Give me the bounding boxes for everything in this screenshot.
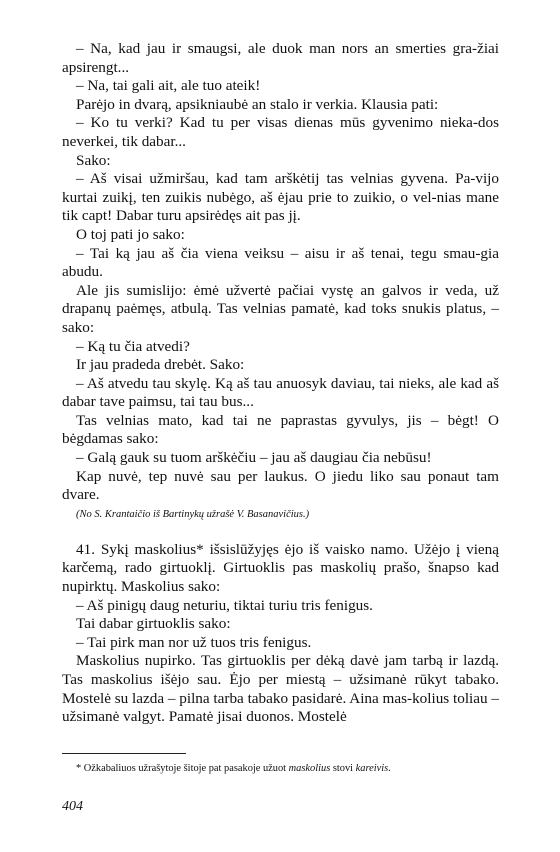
story-continuation — [62, 40, 499, 523]
paragraph: Tas velnias mato, kad tai ne paprastas gyvulys, jis – bėgt! O bėgdamas sako: — [62, 411, 499, 448]
paragraph: – Ką tu čia atvedi? — [76, 337, 190, 355]
footnote-term: maskolius — [288, 763, 331, 774]
paragraph: Tai dabar girtuoklis sako: — [76, 615, 231, 633]
paragraph: – Ko tu verki? Kad tu per visas dienas mūs gyvenimo nieka-dos neverkei, tik dabar... — [62, 114, 499, 150]
footnote — [62, 762, 499, 776]
footnote-text: stovi — [330, 763, 356, 774]
section-gap — [62, 523, 499, 541]
paragraph: 41. Sykį maskolius* išsislūžyjęs ėjo iš vaisko namo. Užėjo į vieną karčemą, rado girtuoklį. Girtuoklis pas maskolių prašo, šnapso kad nupirktų. Maskolius sako: — [62, 540, 499, 596]
footnote-rule — [62, 753, 186, 754]
paragraph: Maskolius nupirko. Tas girtuoklis per dėką davė jam tarbą ir lazdą. Tas maskolius išėjo sau. Ėjo per miestą – užsimanė rūkyt tabako. Mostelė su lazda – pilna tarba tabako pasidarė. Aina mas-kolius toliau – užsimanė valgyt. Pamatė jisai duonos. Mostelė — [62, 652, 499, 726]
paragraph: – Na, tai gali ait, ale tuo ateik! — [76, 77, 261, 95]
paragraph: O toj pati jo sako: — [76, 225, 185, 243]
paragraph: Kap nuvė, tep nuvė sau per laukus. O jiedu liko sau ponaut tam dvare. — [62, 467, 499, 504]
paragraph: – Aš atvedu tau skylę. Ką aš tau anuosyk daviau, tai nieks, ale kad aš dabar tave paimsu, tai tau bus... — [62, 374, 499, 411]
source-note: (No S. Krantaičio iš Bartinykų užrašė V. Basanavičius.) — [76, 508, 310, 520]
footnote-mark: * — [76, 763, 82, 774]
paragraph: Ale jis sumislijo: ėmė užvertė pačiai vystę an galvos ir veda, už drapanų paėmęs, atbulą. Tas velnias pamatė, kad toks snukis platus, – sako: — [62, 281, 499, 336]
footnote-term: kareivis — [355, 763, 389, 774]
page-body — [62, 40, 499, 727]
footnote-text: Ožkabaliuos užrašytoje šitoje pat pasakoje užuot — [81, 763, 289, 774]
footnote-text: . — [388, 763, 391, 774]
paragraph: – Tai ką jau aš čia viena veiksu – aisu ir aš tenai, tegu smau-gia abudu. — [62, 244, 499, 281]
paragraph: Parėjo in dvarą, apsikniaubė an stalo ir verkia. Klausia pati: — [76, 95, 439, 113]
paragraph: – Tai pirk man nor už tuos tris fenigus. — [76, 633, 312, 651]
story-41 — [62, 541, 499, 727]
paragraph: – Aš pinigų daug neturiu, tiktai turiu tris fenigus. — [76, 596, 373, 614]
paragraph: – Galą gauk su tuom arškėčiu – jau aš daugiau čia nebūsu! — [76, 449, 432, 467]
paragraph: – Aš visai užmiršau, kad tam arškėtij tas velnias gyvena. Pa-vijo kurtai zuikį, ten zuikis nubėgo, aš ėjau prie to zuikio, o vel-nias mane tik capt! Dabar turu apsirėdęs ait pas jį. — [62, 170, 499, 225]
page-number: 404 — [62, 799, 83, 814]
paragraph: Sako: — [76, 151, 111, 169]
paragraph: – Na, kad jau ir smaugsi, ale duok man nors an smerties gra-žiai apsirengt... — [62, 40, 499, 76]
paragraph: Ir jau pradeda drebėt. Sako: — [76, 356, 245, 374]
